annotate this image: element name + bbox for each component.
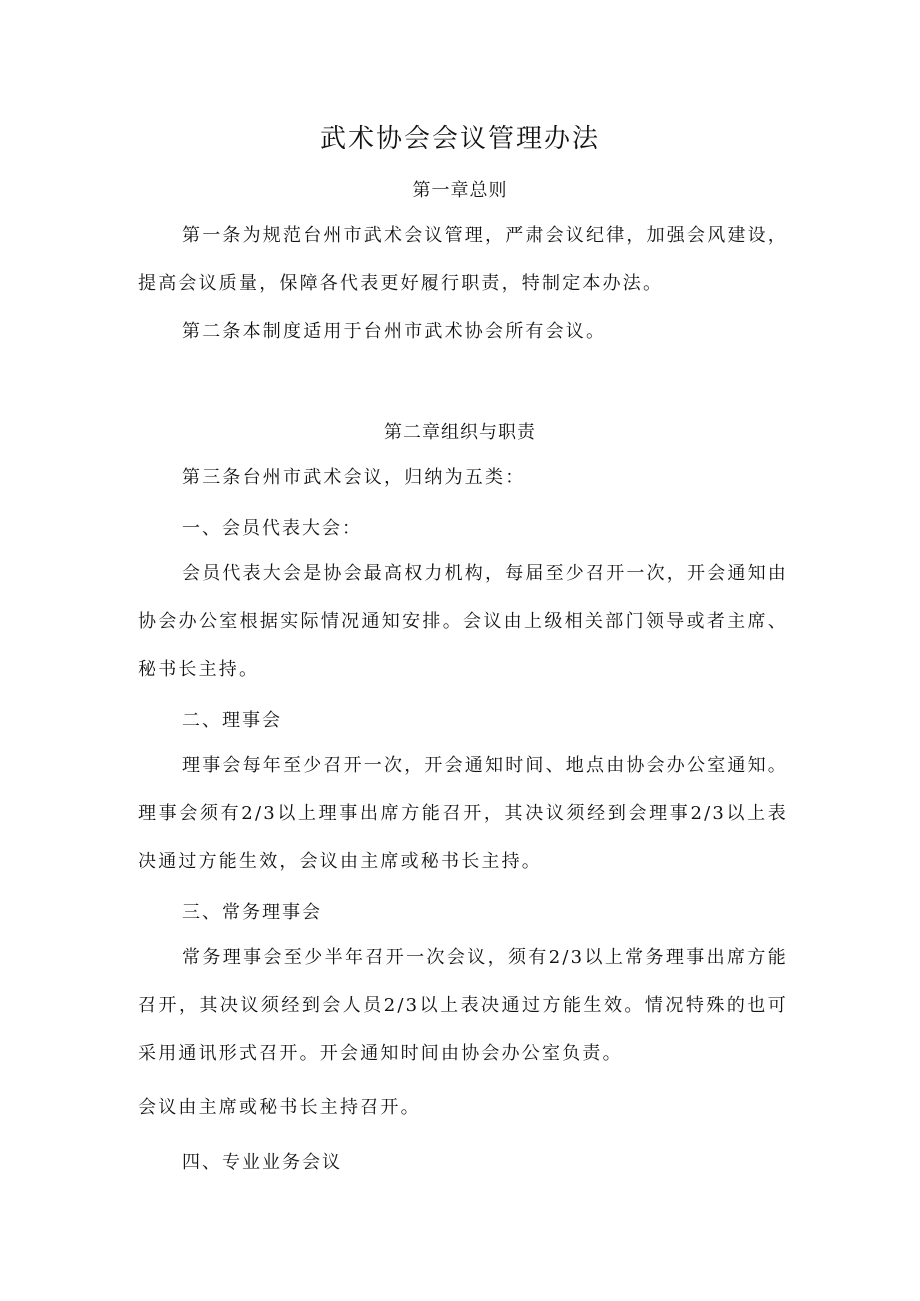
item-2-heading: 二、理事会 [182,710,282,731]
article-1: 第一条为规范台州市武术会议管理，严肃会议纪律，加强会风建设，提高会议质量，保障各代表更好履行职责，特制定本办法。 [138,225,788,294]
document-title: 武术协会会议管理办法 [319,124,600,154]
item-4-heading: 四、专业业务会议 [182,1152,342,1173]
item-3-body: 常务理事会至少半年召开一次会议，须有2/3以上常务理事出席方能召开，其决议须经到会人员2/3以上表决通过方能生效。情况特殊的也可采用通讯形式召开。开会通知时间由协会办公室负责。 [138,947,788,1064]
item-2-body: 理事会每年至少召开一次，开会通知时间、地点由协会办公室通知。理事会须有2/3以上理事出席方能召开，其决议须经到会理事2/3以上表决通过方能生效，会议由主席或秘书长主持。 [138,755,788,872]
item-3-tail: 会议由主席或秘书长主持召开。 [138,1097,421,1118]
item-1-heading: 一、会员代表大会： [182,518,362,539]
item-3-heading: 三、常务理事会 [182,902,322,923]
article-2: 第二条本制度适用于台州市武术协会所有会议。 [182,321,607,342]
chapter-1-heading: 第一章总则 [412,180,508,201]
chapter-2-heading: 第二章组织与职责 [384,422,536,443]
item-1-body: 会员代表大会是协会最高权力机构，每届至少召开一次，开会通知由协会办公室根据实际情况通知安排。会议由上级相关部门领导或者主席、秘书长主持。 [138,563,788,680]
article-3: 第三条台州市武术会议，归纳为五类： [182,467,526,488]
